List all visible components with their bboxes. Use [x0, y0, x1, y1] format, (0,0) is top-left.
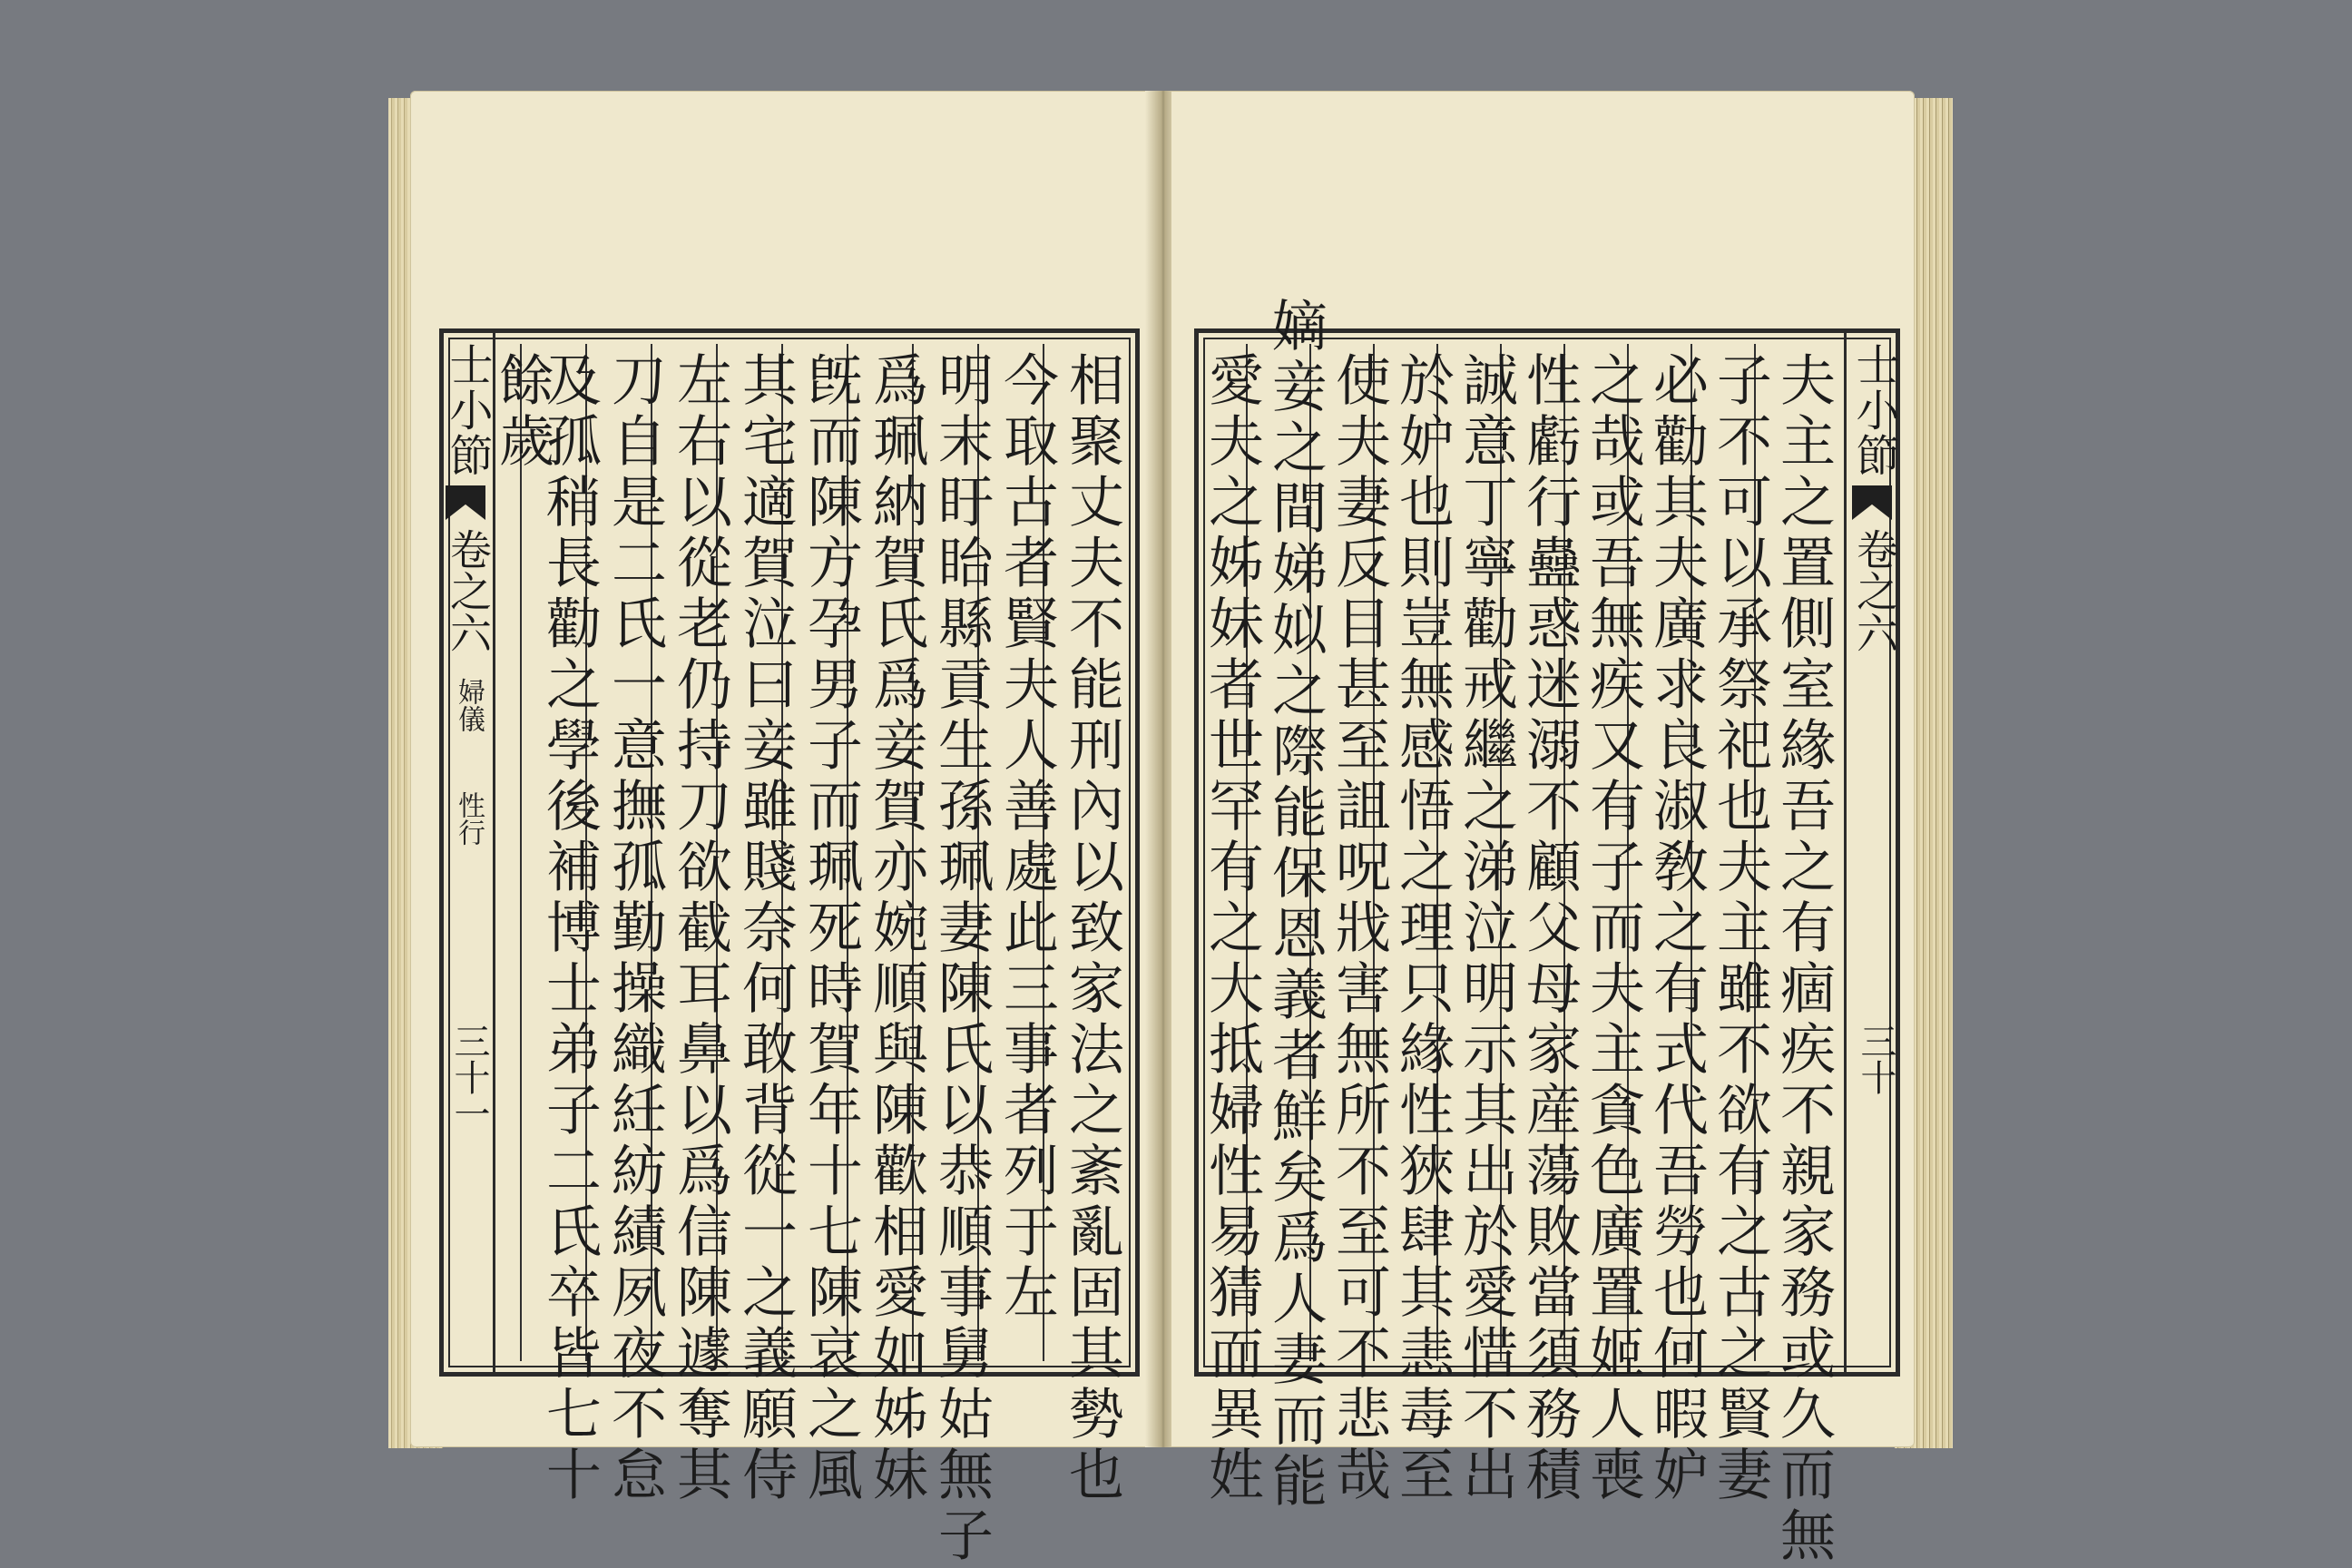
- text-column: 性虧行蠱惑迷溺不顧父母家産蕩敗當須務積: [1517, 351, 1582, 1506]
- text-column: 爲珮納賀氏爲妾賀亦婉順與陳歡相愛如姊妹: [864, 351, 928, 1506]
- text-column: 相聚丈夫不能刑內以致家法之紊亂固其勢也: [1060, 351, 1124, 1506]
- banxin-juan: 卷之六: [1850, 528, 1899, 653]
- fish-tail-mark: [1852, 485, 1892, 520]
- text-column: 於妒也則豈無感悟之理只緣性狹肆其恚毒至: [1390, 351, 1455, 1506]
- text-column: 刀自是二氏一意撫孤勤操織紝紡績夙夜不怠: [603, 351, 667, 1506]
- text-column: 左右以從老仍持刀欲截耳鼻以爲信陳遽奪其: [668, 351, 732, 1506]
- banxin-page-number: 三十: [1855, 1023, 1896, 1095]
- right-text-block: [1194, 297, 1900, 1567]
- text-column: 明末盱眙縣貢生孫珮妻陳氏以恭順事舅姑無子: [929, 351, 994, 1567]
- right-page: [1171, 91, 1915, 1567]
- banxin-title: 士小節: [1848, 342, 1899, 478]
- left-page: [410, 91, 1154, 1567]
- text-column: 其宅適賀泣曰妾雖賤奈何敢背從一之義願侍: [733, 351, 798, 1506]
- text-column: 必勸其夫廣求良淑敎之有式代吾勞也何暇妒: [1644, 351, 1709, 1506]
- text-column: 旣而陳方孕男子而珮死時賀年十七陳哀之風: [799, 351, 863, 1506]
- text-column: 今取古者賢夫人善處此三事者列于左: [995, 351, 1059, 1324]
- text-column: 之哉或吾無疾又有子而夫主貪色廣置姬人喪: [1581, 351, 1645, 1506]
- text-column: 夫主之置側室緣吾之有痼疾不親家務或久而無: [1771, 351, 1836, 1567]
- left-text-block: [439, 328, 1140, 1567]
- banxin-juan: 卷之六: [444, 528, 493, 653]
- text-column: 嫡妾之間娣姒之際能保恩義者鮮矣爲人妻而能: [1263, 297, 1328, 1513]
- banxin-subsection: 性行: [453, 791, 485, 846]
- text-column: 及孤稍長勸之學後補博士弟子二氏卒皆七十: [537, 351, 602, 1506]
- text-column: 愛夫之姊妹者世罕有之大抵婦性易猜而異姓: [1200, 351, 1264, 1506]
- text-column: 餘歲: [490, 351, 554, 473]
- left-banxin: [440, 333, 495, 1372]
- banxin-section: 婦儀: [453, 678, 485, 732]
- banxin-page-number: 三十一: [448, 1023, 490, 1132]
- fish-tail-mark: [446, 485, 485, 520]
- banxin-title: 士小節: [442, 342, 493, 478]
- text-column: 子不可以承祭祀也夫主雖不欲有之古之賢妻: [1708, 351, 1772, 1506]
- right-banxin: [1844, 333, 1899, 1372]
- text-column: 使夫妻反目甚至詛呪戕害無所不至可不悲哉: [1327, 351, 1391, 1506]
- text-column: 誠意丁寧勸戒繼之涕泣明示其出於愛惜不出: [1454, 351, 1518, 1506]
